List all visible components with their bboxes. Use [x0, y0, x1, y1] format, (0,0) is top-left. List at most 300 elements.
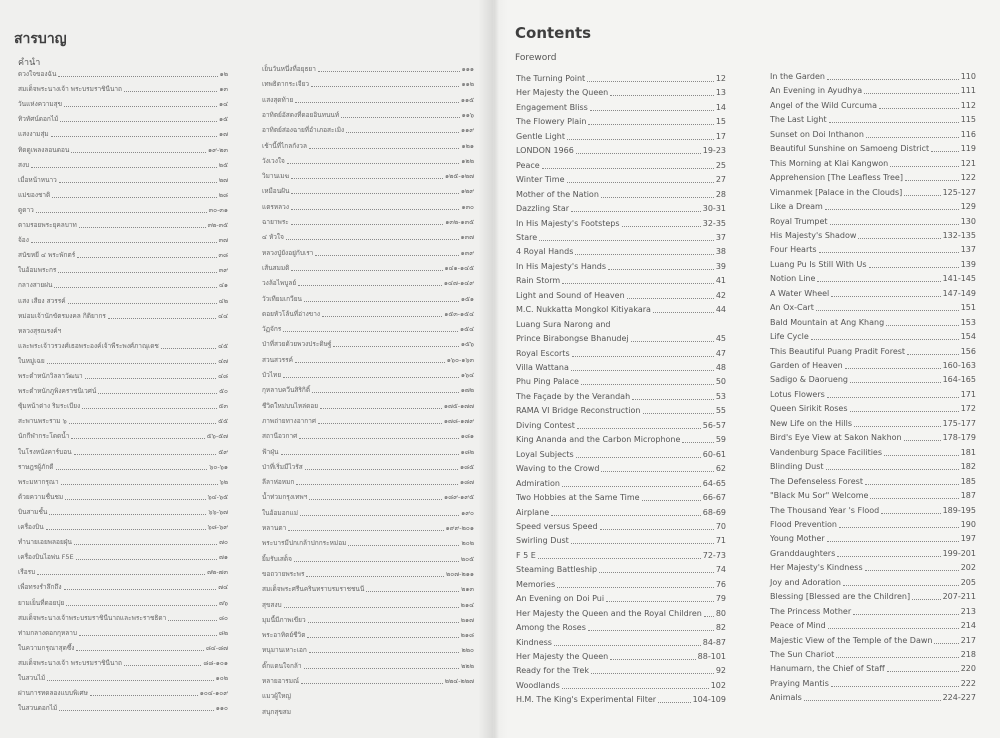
toc-entry-title: This Morning at Klai Kangwon — [770, 158, 889, 168]
toc-entry — [262, 294, 474, 304]
toc-entry — [516, 219, 726, 229]
toc-entry — [770, 332, 976, 342]
toc-leader-line — [831, 296, 940, 297]
toc-leader-line — [819, 252, 959, 253]
toc-leader-line — [76, 650, 203, 651]
toc-leader-line — [828, 628, 959, 629]
toc-entry-title: Royal Trumpet — [770, 216, 828, 226]
toc-entry-page: 41 — [715, 276, 726, 286]
toc-leader-line — [879, 108, 959, 109]
toc-entry — [18, 628, 228, 638]
toc-entry-title: ดูดาว — [18, 205, 34, 214]
thai-foreword-label: คำนำ — [18, 58, 41, 68]
toc-entry-title: Blinding Dust — [770, 462, 824, 472]
toc-leader-line — [291, 193, 458, 194]
toc-entry-page: 38 — [715, 247, 726, 257]
toc-entry-title: Airplane — [516, 507, 550, 517]
toc-entry — [770, 303, 976, 313]
toc-entry — [516, 103, 726, 113]
english-foreword-label: Foreword — [515, 53, 557, 63]
toc-entry-page: ๑๖๔ — [460, 371, 474, 379]
toc-leader-line — [601, 471, 713, 472]
toc-entry-page: 68-69 — [702, 507, 726, 517]
toc-entry — [770, 650, 976, 660]
toc-entry-page: 122 — [960, 173, 976, 183]
toc-entry — [516, 565, 726, 575]
toc-entry — [770, 693, 976, 703]
toc-entry-title: Four Hearts — [770, 245, 817, 255]
toc-entry-title: The Princess Mother — [770, 606, 852, 616]
toc-entry — [770, 621, 976, 631]
toc-leader-line — [830, 224, 959, 225]
toc-entry-title: ราษฎรผู้ภักดี — [18, 462, 54, 471]
toc-entry — [262, 630, 474, 640]
toc-entry-page: ๑๗๕-๑๗๗ — [443, 401, 474, 410]
toc-leader-line — [79, 635, 217, 636]
toc-leader-line — [124, 91, 217, 92]
toc-leader-line — [300, 515, 459, 516]
toc-entry-title: Stare — [516, 232, 538, 242]
toc-entry — [770, 448, 976, 458]
toc-entry-page: ๑๒๙ — [460, 187, 474, 196]
toc-leader-line — [283, 377, 459, 378]
toc-entry-page: 147-149 — [942, 288, 976, 298]
toc-entry — [18, 265, 228, 275]
toc-entry-title: "Black Mu Sor" Welcome — [770, 491, 869, 501]
toc-entry-title: ในความกรุณาสุดซึ้ง — [18, 643, 75, 652]
toc-entry-page: ๑๐๔-๑๐๙ — [199, 689, 228, 698]
toc-entry-page: ๑๔๑-๑๔๕ — [444, 263, 474, 272]
toc-entry — [262, 95, 474, 105]
toc-entry — [516, 88, 726, 98]
toc-leader-line — [904, 195, 940, 196]
toc-leader-line — [98, 393, 217, 394]
toc-leader-line — [64, 106, 217, 107]
toc-entry-page: ๑๒๒ — [461, 156, 474, 165]
toc-entry — [262, 523, 474, 533]
toc-leader-line — [562, 688, 709, 689]
toc-entry-title: Bald Mountain at Ang Khang — [770, 317, 885, 327]
toc-entry-title: Two Hobbies at the Same Time — [516, 493, 640, 503]
toc-entry-page: ๕๖-๕๗ — [206, 432, 228, 441]
toc-leader-line — [826, 469, 959, 470]
toc-leader-line — [311, 86, 459, 87]
toc-entry — [262, 385, 474, 395]
toc-entry-title: King Ananda and the Carbon Microphone — [516, 435, 681, 445]
toc-entry — [770, 375, 976, 385]
toc-leader-line — [610, 659, 695, 660]
toc-entry — [262, 584, 474, 594]
toc-entry — [262, 477, 474, 487]
toc-entry-page: ๗๒-๗๓ — [207, 568, 228, 577]
toc-entry-title: Young Mother — [770, 534, 825, 544]
toc-entry-page: ๒๑๗ — [460, 615, 474, 624]
toc-entry-title: หม่อมเจ้านักขัตรมงคล กิติยากร — [18, 311, 106, 320]
toc-entry — [18, 145, 228, 155]
toc-entry — [18, 613, 228, 623]
toc-entry — [770, 578, 976, 588]
toc-entry-title: Her Majesty's Kindness — [770, 563, 863, 573]
toc-entry-title: The Sun Chariot — [770, 650, 835, 659]
toc-leader-line — [599, 572, 714, 573]
toc-entry-page: ๑๓๐ — [461, 202, 474, 211]
toc-entry — [18, 175, 228, 185]
toc-leader-line — [308, 622, 459, 623]
toc-entry-title: แม่ของชาติ — [18, 190, 51, 199]
toc-entry — [516, 320, 726, 330]
toc-leader-line — [567, 139, 714, 140]
toc-entry-title: น้ำท่วมกรุงเทพฯ — [262, 493, 308, 502]
toc-entry — [18, 462, 228, 472]
toc-entry-title: Sunset on Doi Inthanon — [770, 129, 864, 139]
english-contents-page — [493, 0, 1000, 738]
toc-entry-page: 84-87 — [702, 637, 726, 647]
toc-entry-title: Hanumarn, the Chief of Staff — [770, 664, 885, 674]
toc-entry — [18, 522, 228, 532]
toc-entry-title: Steaming Battleship — [516, 565, 598, 575]
toc-leader-line — [577, 428, 701, 429]
toc-entry-title: สุขสงบ — [262, 600, 282, 609]
toc-entry-title: Speed versus Speed — [516, 521, 598, 531]
toc-entry-title: ดอยหัวโล้นที่อ่างขาง — [262, 309, 321, 318]
toc-entry — [516, 204, 726, 214]
toc-entry — [18, 84, 228, 94]
toc-entry-page: 55 — [715, 406, 726, 416]
toc-entry-page: 129 — [960, 202, 976, 212]
toc-entry-title: ทิดดูเพลงลอนดอน — [18, 145, 70, 154]
toc-leader-line — [804, 700, 941, 701]
toc-entry-page: 28 — [715, 189, 726, 199]
toc-leader-line — [68, 303, 217, 304]
toc-entry-title: Vandenburg Space Facilities — [770, 447, 883, 457]
toc-entry — [516, 74, 726, 84]
toc-leader-line — [309, 148, 460, 149]
toc-entry-page: ๖๘-๖๙ — [207, 523, 228, 531]
toc-entry — [770, 217, 976, 227]
toc-entry-title: Majestic View of the Temple of the Dawn — [770, 635, 933, 645]
toc-entry — [516, 262, 726, 272]
toc-entry — [516, 551, 726, 561]
toc-entry-page: ๔๑ — [218, 281, 228, 290]
toc-entry — [770, 563, 976, 573]
toc-entry-title: พระตำหนักวิลลาวัฒนา — [18, 372, 83, 380]
toc-entry-title: Dazzling Star — [516, 204, 570, 214]
toc-entry — [18, 129, 228, 139]
toc-leader-line — [642, 500, 701, 501]
toc-entry-title: สมเด็จพระศรีนครินทราบรมราชชนนี — [262, 585, 365, 594]
toc-entry — [262, 309, 474, 319]
toc-entry-page: ๑๗ — [218, 130, 228, 139]
toc-entry-title: Villa Wattana — [516, 363, 569, 372]
toc-entry — [262, 707, 474, 717]
toc-entry-title: Diving Contest — [516, 420, 575, 430]
toc-leader-line — [304, 668, 460, 669]
toc-entry — [18, 703, 228, 713]
toc-entry-title: Kindness — [516, 637, 552, 647]
toc-entry-title: The Defenseless Forest — [770, 476, 863, 486]
toc-entry-title: ๔ หัวใจ — [262, 233, 284, 242]
toc-entry-title: แสงงามสุ่ม — [18, 130, 49, 139]
toc-leader-line — [907, 354, 959, 355]
toc-entry-page: 205 — [960, 577, 976, 587]
toc-entry — [18, 492, 228, 502]
toc-leader-line — [887, 671, 959, 672]
toc-entry-page: 62 — [715, 464, 726, 474]
toc-entry-title: ทิวทัศน์ดอกไม้ — [18, 115, 59, 124]
toc-entry-title: The Thousand Year 's Flood — [770, 505, 880, 515]
toc-entry — [770, 607, 976, 617]
toc-entry-title: หลานตา — [262, 524, 287, 532]
toc-entry-title: ในหมู่เฉย — [18, 356, 45, 365]
toc-leader-line — [281, 454, 459, 455]
toc-entry-title: สมเด็จพระนางเจ้า พระบรมราชินีนาถ — [18, 658, 122, 667]
toc-entry-title: F 5 E — [516, 550, 536, 560]
toc-entry-title: สวนสวรรค์ — [262, 355, 294, 364]
toc-entry-title: เส้นสมมติ — [262, 263, 290, 272]
toc-entry-title: พระมหากรุณา — [18, 477, 59, 486]
toc-leader-line — [69, 423, 216, 424]
toc-leader-line — [858, 238, 940, 239]
toc-entry-page: ๗๔ — [218, 583, 228, 592]
toc-leader-line — [591, 673, 714, 674]
toc-entry — [262, 508, 474, 518]
toc-leader-line — [827, 397, 959, 398]
toc-entry-title: ชีวิตใหม่บนไหล่ดอย — [262, 401, 319, 410]
toc-entry — [262, 217, 474, 227]
toc-entry — [770, 491, 976, 501]
toc-entry-page: ๑๕๓-๑๕๔ — [444, 309, 474, 318]
toc-leader-line — [904, 440, 941, 441]
toc-entry-title: สถานีอวกาศ — [262, 432, 298, 441]
toc-entry-page: ๑๑๑ — [461, 65, 474, 73]
toc-leader-line — [827, 79, 959, 80]
toc-leader-line — [286, 239, 459, 240]
toc-entry-page: ๒๒๒ — [461, 661, 474, 670]
toc-entry-page: ๑๐๒ — [215, 674, 228, 682]
toc-entry-page: 56-57 — [702, 420, 726, 430]
toc-entry-title: Her Majesty the Queen and the Royal Children — [516, 608, 702, 618]
toc-leader-line — [845, 368, 941, 369]
toc-entry-title: Luang Sura Narong and — [516, 319, 611, 329]
toc-leader-line — [291, 178, 443, 179]
toc-leader-line — [850, 411, 959, 412]
toc-entry-page: ๒๑๔ — [460, 600, 474, 609]
toc-entry — [18, 190, 228, 200]
toc-entry-page: 151 — [960, 303, 976, 313]
toc-entry — [262, 110, 474, 120]
toc-entry-title: ตั๊กแตนใจกล้า — [262, 661, 302, 670]
toc-entry-page: ๓๘ — [218, 251, 228, 260]
toc-leader-line — [588, 630, 714, 631]
toc-leader-line — [309, 652, 460, 653]
toc-entry — [516, 695, 726, 705]
toc-leader-line — [318, 423, 442, 424]
toc-entry — [18, 477, 228, 487]
toc-entry-title: ท่ามกลางดอกกุหลาบ — [18, 628, 78, 637]
toc-entry — [262, 431, 474, 441]
toc-entry-page: ๑๘๕ — [459, 462, 474, 471]
toc-entry-page: 80 — [715, 608, 726, 618]
toc-entry — [18, 658, 228, 668]
toc-leader-line — [554, 645, 701, 646]
toc-entry-title: Granddaughters — [770, 548, 836, 558]
toc-entry — [516, 363, 726, 373]
toc-entry — [770, 679, 976, 689]
toc-entry — [516, 377, 726, 387]
toc-entry-page: 139 — [960, 259, 976, 269]
toc-leader-line — [538, 558, 701, 559]
toc-leader-line — [58, 272, 216, 273]
toc-entry — [262, 125, 474, 135]
toc-leader-line — [843, 585, 959, 586]
toc-leader-line — [348, 545, 459, 546]
toc-entry — [262, 355, 474, 365]
toc-entry-page: 197 — [960, 534, 976, 544]
toc-entry — [18, 537, 228, 547]
toc-entry-title: หนุมานเหาะเอก — [262, 646, 307, 655]
toc-entry — [516, 132, 726, 142]
toc-entry-title: Gentle Light — [516, 131, 565, 141]
toc-entry — [516, 305, 726, 315]
toc-entry-title: เครื่องบินไอพ่น F5E — [18, 553, 74, 562]
toc-entry-page: ๒๐๗-๒๑๑ — [445, 569, 474, 578]
toc-entry — [18, 205, 228, 215]
toc-leader-line — [59, 182, 217, 183]
toc-entry — [516, 334, 726, 344]
toc-entry-title: วงล้อไพบูลย์ — [262, 279, 297, 288]
toc-entry — [262, 263, 474, 273]
toc-leader-line — [36, 212, 207, 213]
toc-leader-line — [912, 599, 940, 600]
toc-entry — [516, 522, 726, 532]
toc-entry — [516, 161, 726, 171]
toc-leader-line — [64, 589, 217, 590]
toc-entry-title: Her Majesty the Queen — [516, 652, 609, 661]
toc-entry-title: Life Cycle — [770, 332, 809, 342]
toc-entry — [770, 202, 976, 212]
toc-entry-page: 74 — [715, 565, 726, 575]
toc-entry-page: ๑๓๒-๑๓๕ — [445, 218, 474, 226]
toc-entry — [18, 326, 228, 336]
toc-entry-title: RAMA VI Bridge Reconstruction — [516, 406, 641, 416]
toc-entry — [516, 652, 726, 662]
toc-entry — [770, 173, 976, 183]
toc-leader-line — [284, 607, 459, 608]
toc-entry-title: Vimanmek [Palace in the Clouds] — [770, 187, 903, 197]
toc-entry — [262, 492, 474, 502]
toc-entry-title: พระตำหนักภูพิงคราชนิเวศน์ — [18, 387, 97, 396]
toc-leader-line — [82, 408, 216, 409]
toc-entry-page: 218 — [960, 650, 976, 659]
toc-entry-page: 48 — [715, 363, 726, 372]
toc-entry — [18, 371, 228, 381]
toc-leader-line — [881, 513, 940, 514]
toc-entry-page: 13 — [715, 88, 726, 98]
toc-entry-page: 60-61 — [702, 449, 726, 459]
toc-leader-line — [576, 153, 701, 154]
toc-leader-line — [346, 132, 459, 133]
toc-entry — [262, 156, 474, 166]
toc-entry — [18, 311, 228, 321]
toc-entry-title: LONDON 1966 — [516, 146, 574, 156]
toc-entry-title: เครื่องบิน — [18, 523, 44, 531]
toc-entry-title: Memories — [516, 579, 556, 589]
toc-entry — [770, 477, 976, 487]
toc-leader-line — [865, 484, 959, 485]
toc-leader-line — [601, 197, 714, 198]
toc-entry — [516, 247, 726, 257]
toc-entry-page: 71 — [715, 536, 726, 546]
toc-entry-page: ๘๔-๘๗ — [205, 643, 228, 652]
toc-entry-page: 181 — [960, 447, 976, 457]
toc-entry-title: Woodlands — [516, 680, 560, 690]
toc-entry-title: หลายอารมณ์ — [262, 677, 300, 685]
toc-entry-page: ๑๕๖ — [460, 340, 474, 349]
toc-leader-line — [65, 499, 205, 500]
toc-leader-line — [572, 356, 714, 357]
toc-entry — [770, 130, 976, 140]
toc-entry-page: 53 — [715, 391, 726, 401]
toc-leader-line — [811, 339, 959, 340]
toc-entry-title: เมื่อหน้าหนาว — [18, 175, 57, 184]
toc-entry — [18, 507, 228, 517]
toc-leader-line — [49, 514, 206, 515]
toc-entry-page: 42 — [715, 290, 726, 300]
toc-entry-title: ในอ้อมอกแม่ — [262, 508, 299, 517]
toc-entry — [770, 636, 976, 646]
toc-entry-title: Mother of the Nation — [516, 189, 599, 199]
toc-entry — [770, 534, 976, 544]
toc-entry — [18, 447, 228, 457]
toc-entry-title: The Façade by the Verandah — [516, 391, 631, 401]
toc-entry-page: 32-35 — [702, 218, 726, 228]
toc-entry — [262, 416, 474, 426]
toc-entry-page: ๔๘ — [218, 372, 228, 380]
toc-entry-page: ๑๖๐-๑๖๓ — [446, 355, 474, 364]
toc-entry-page: ๑๓๙ — [460, 248, 474, 257]
toc-entry-page: ๑๘๒ — [460, 447, 474, 456]
toc-entry — [262, 324, 474, 334]
toc-entry-title: ฉายาพระ — [262, 218, 289, 226]
toc-entry-title: Waving to the Crowd — [516, 464, 600, 474]
toc-entry-title: Light and Sound of Heaven — [516, 290, 625, 300]
toc-entry-page: ๒๐๕ — [460, 554, 474, 563]
toc-entry — [516, 117, 726, 127]
toc-leader-line — [631, 341, 714, 342]
toc-entry-title: กลางสายฝน — [18, 281, 53, 290]
toc-leader-line — [298, 285, 442, 286]
toc-leader-line — [295, 102, 459, 103]
toc-entry — [770, 144, 976, 154]
toc-entry-title: His Majesty's Shadow — [770, 230, 857, 240]
toc-entry — [770, 260, 976, 270]
toc-entry-page: 130 — [960, 216, 976, 226]
toc-entry-page: ๒๑๓ — [461, 585, 474, 594]
toc-entry-page: ๑๑๕ — [460, 95, 474, 104]
toc-entry-title: Royal Escorts — [516, 348, 570, 358]
toc-leader-line — [571, 543, 714, 544]
toc-entry-title: ลีลาห่อหมก — [262, 478, 295, 487]
toc-entry — [262, 202, 474, 212]
toc-entry-page: ๒๑๘ — [460, 631, 474, 640]
toc-entry — [18, 356, 228, 366]
toc-entry-page: ๑๔ — [218, 100, 228, 109]
toc-entry — [516, 233, 726, 243]
toc-entry — [18, 401, 228, 411]
toc-entry — [18, 598, 228, 608]
toc-entry-title: วิมานเมฆ — [262, 172, 290, 181]
toc-entry-page: 104-109 — [692, 695, 726, 705]
